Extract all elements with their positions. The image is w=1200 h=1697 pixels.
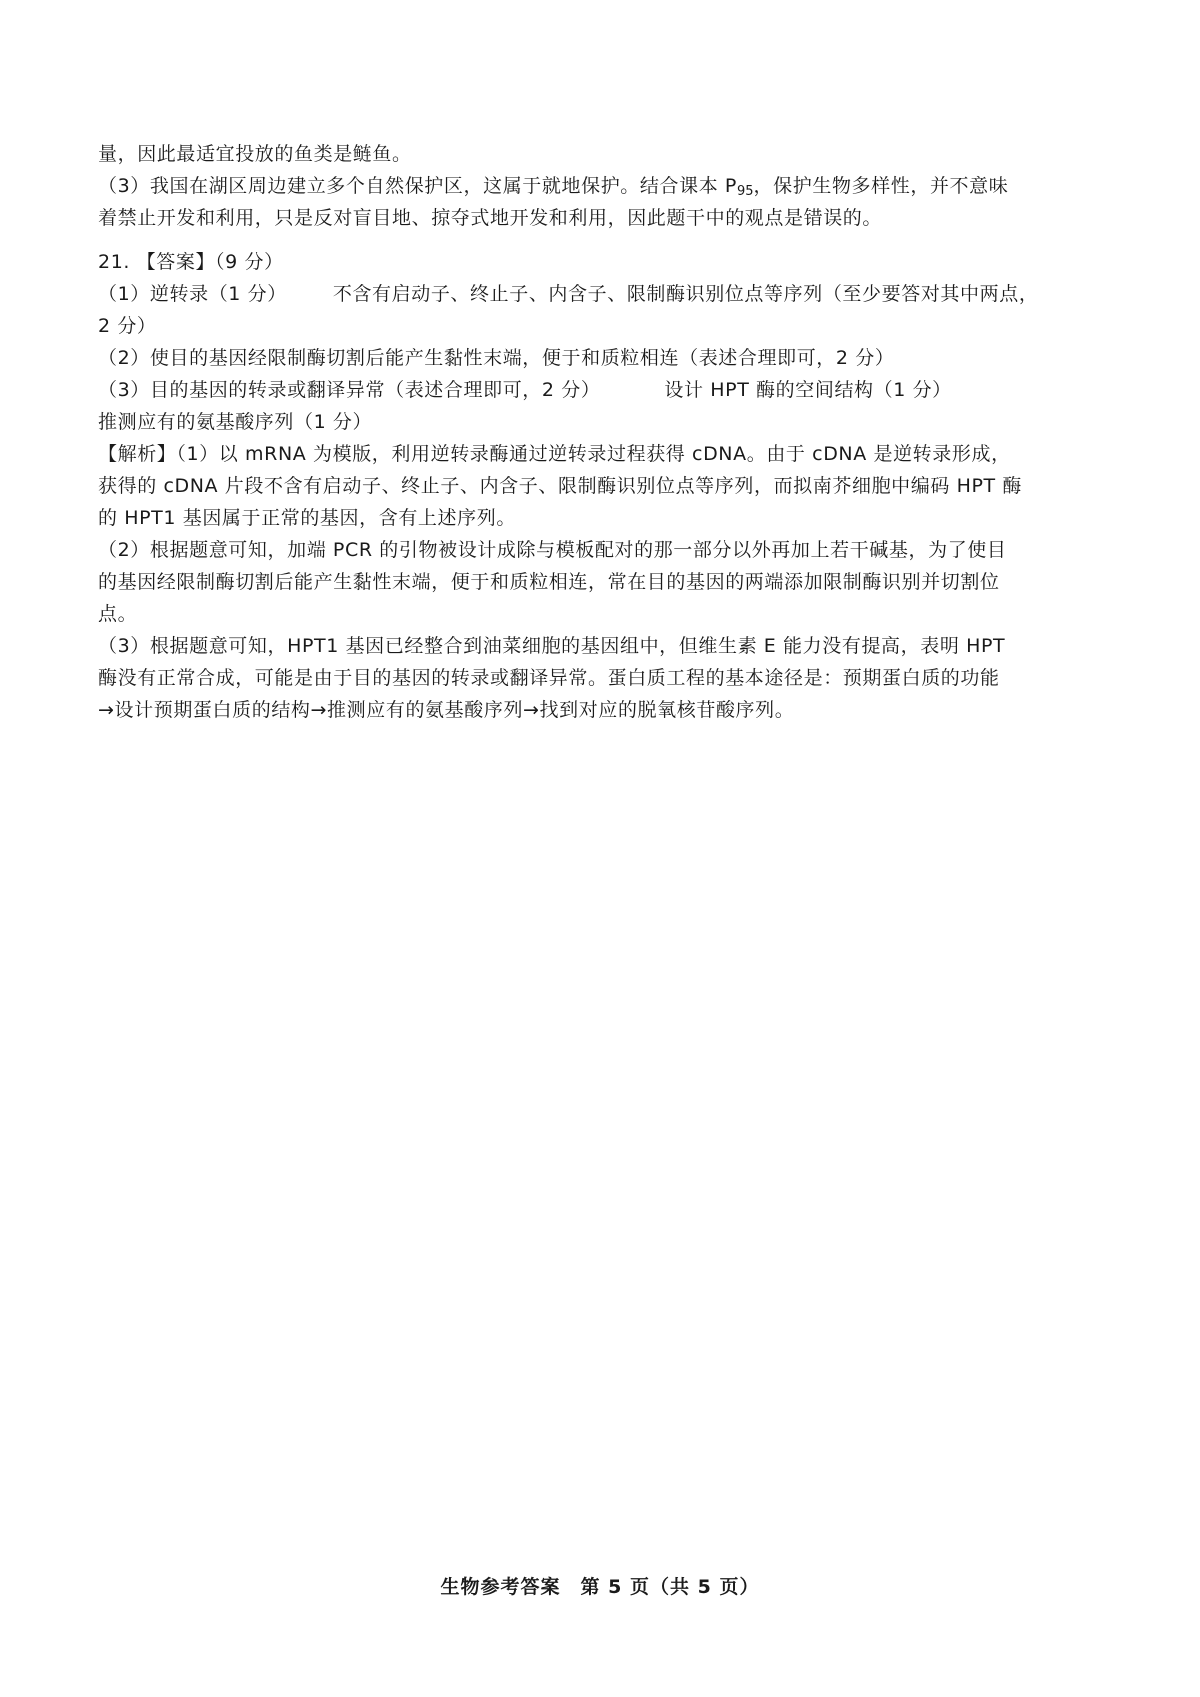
q21-answer-3-a: （3）目的基因的转录或翻译异常（表述合理即可，2 分） [98,379,601,401]
q21-explanation-2-line-3: 点。 [98,603,138,625]
q21-answer-1 [98,278,1106,310]
q21-explanation-2-line-2: 的基因经限制酶切割后能产生黏性末端，便于和质粒相连，常在目的基因的两端添加限制酶识别并切割位 [98,571,1000,593]
page-footer: 生物参考答案 第 5 页（共 5 页） [440,1576,760,1598]
q20-part3-text-pre: （3）我国在湖区周边建立多个自然保护区，这属于就地保护。结合课本 P [98,175,737,197]
q21-explanation-1-line-2: 获得的 cDNA 片段不含有启动子、终止子、内含子、限制酶识别位点等序列，而拟南芥细胞中编码 HPT 酶 [98,475,1022,497]
q21-answer-3 [98,374,1106,406]
q20-part3-text-post: ，保护生物多样性，并不意味 [753,175,1009,197]
q20-continuation-line: 量，因此最适宜投放的鱼类是鲢鱼。 [98,143,412,165]
section-spacer [98,234,1106,246]
q21-explanation-2-line-1: （2）根据题意可知，加端 PCR 的引物被设计成除与模板配对的那一部分以外再加上若干碱基，为了使目 [98,539,1007,561]
answer-content [98,138,1106,726]
q21-explanation-1-line-1: 【解析】（1）以 mRNA 为模版，利用逆转录酶通过逆转录过程获得 cDNA。由于 cDNA 是逆转录形成， [98,443,1011,465]
q21-answer-1-cont: 2 分） [98,315,157,337]
q21-answer-3-cont: 推测应有的氨基酸序列（1 分） [98,411,373,433]
page-ref-subscript: 95 [737,184,754,199]
q21-answer-3-b: 设计 HPT 酶的空间结构（1 分） [664,379,952,401]
q20-part3-line [98,170,1106,202]
q21-explanation-1-line-3: 的 HPT1 基因属于正常的基因，含有上述序列。 [98,507,516,529]
q20-part3-line-2: 着禁止开发和利用，只是反对盲目地、掠夺式地开发和利用，因此题干中的观点是错误的。 [98,207,883,229]
q21-header: 21. 【答案】（9 分） [98,251,284,273]
q21-explanation-3-line-1: （3）根据题意可知，HPT1 基因已经整合到油菜细胞的基因组中，但维生素 E 能力没有提高，表明 HPT [98,635,1006,657]
q21-explanation-3-line-2: 酶没有正常合成，可能是由于目的基因的转录或翻译异常。蛋白质工程的基本途径是：预期蛋白质的功能 [98,667,1000,689]
q21-answer-1-b: 不含有启动子、终止子、内含子、限制酶识别位点等序列（至少要答对其中两点， [332,283,1039,305]
q21-answer-1-a: （1）逆转录（1 分） [98,283,287,305]
q21-explanation-3-line-3: →设计预期蛋白质的结构→推测应有的氨基酸序列→找到对应的脱氧核苷酸序列。 [98,699,795,721]
q21-answer-2: （2）使目的基因经限制酶切割后能产生黏性末端，便于和质粒相连（表述合理即可，2 分） [98,347,895,369]
